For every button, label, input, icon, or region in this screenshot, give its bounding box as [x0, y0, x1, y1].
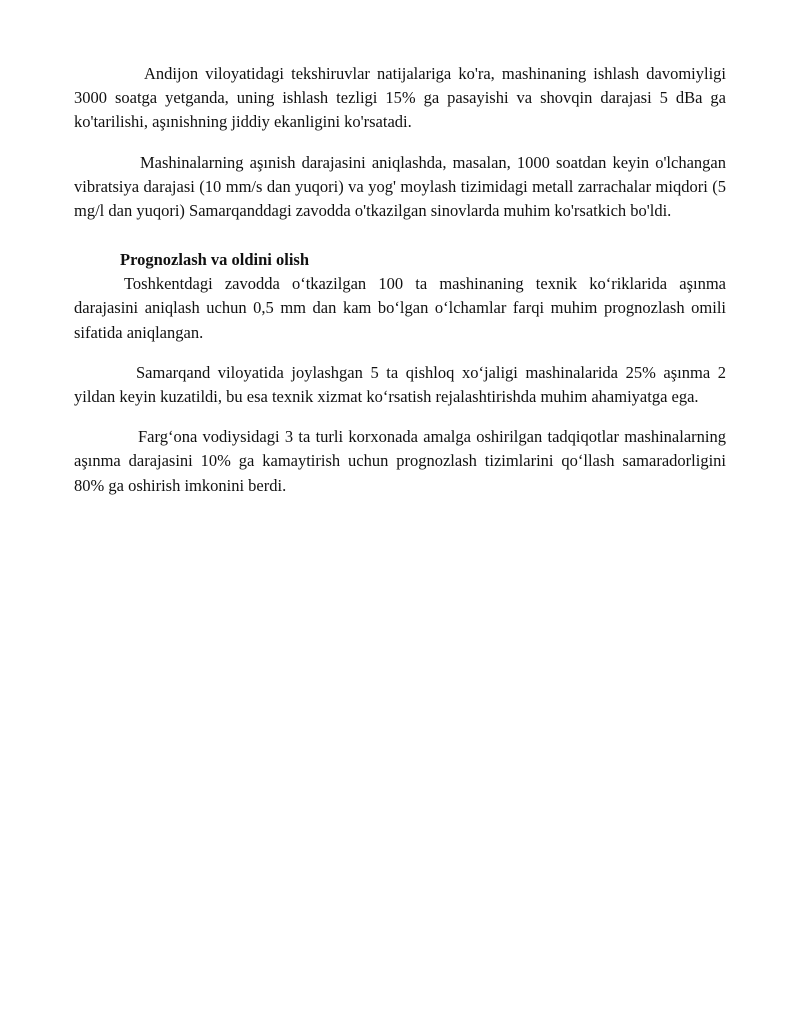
section-heading: Prognozlash va oldini olish [120, 250, 310, 270]
paragraph-samarqand-agriculture: Samarqand viloyatida joylashgan 5 ta qishloq xo‘jaligi mashinalarida 25% aşınma 2 yildan keyin kuzatildi, bu esa texnik xizmat ko‘rsatish rejalashtirishda muhim ahamiyatga ega. [74, 362, 726, 407]
paragraph-samarqand-vibration: Mashinalarning aşınish darajasini aniqlashda, masalan, 1000 soatdan keyin o'lchangan vibratsiya darajasi (10 mm/s dan yuqori) va yog' moylash tizimidagi metall zarrachalar miqdori (5 mg/l dan yuqori) Samarqanddagi zavodda o'tkazilgan sinovlarda muhim ko'rsatkich bo'ldi. [74, 152, 726, 221]
document-body [74, 62, 726, 498]
paragraph-toshkent: Toshkentdagi zavodda o‘tkazilgan 100 ta mashinaning texnik ko‘riklarida aşınma darajasini aniqlash uchun 0,5 mm dan kam bo‘lgan o‘lchamlar farqi muhim prognozlash omili sifatida aniqlangan. [74, 274, 726, 342]
paragraph-andijon: Andijon viloyatidagi tekshiruvlar natijalariga ko'ra, mashinaning ishlash davomiyligi 3000 soatga yetganda, uning ishlash tezligi 15% ga pasayishi va shovqin darajasi 5 dBa ga ko'tarilishi, aşınishning jiddiy ekanligini ko'rsatadi. [74, 64, 726, 132]
paragraph-fargona: Farg‘ona vodiysidagi 3 ta turli korxonada amalga oshirilgan tadqiqotlar mashinalarning aşınma darajasini 10% ga kamaytirish uchun prognozlash tizimlarini qo‘llash samaradorligini 80% ga oshirish imkonini berdi. [74, 427, 726, 495]
